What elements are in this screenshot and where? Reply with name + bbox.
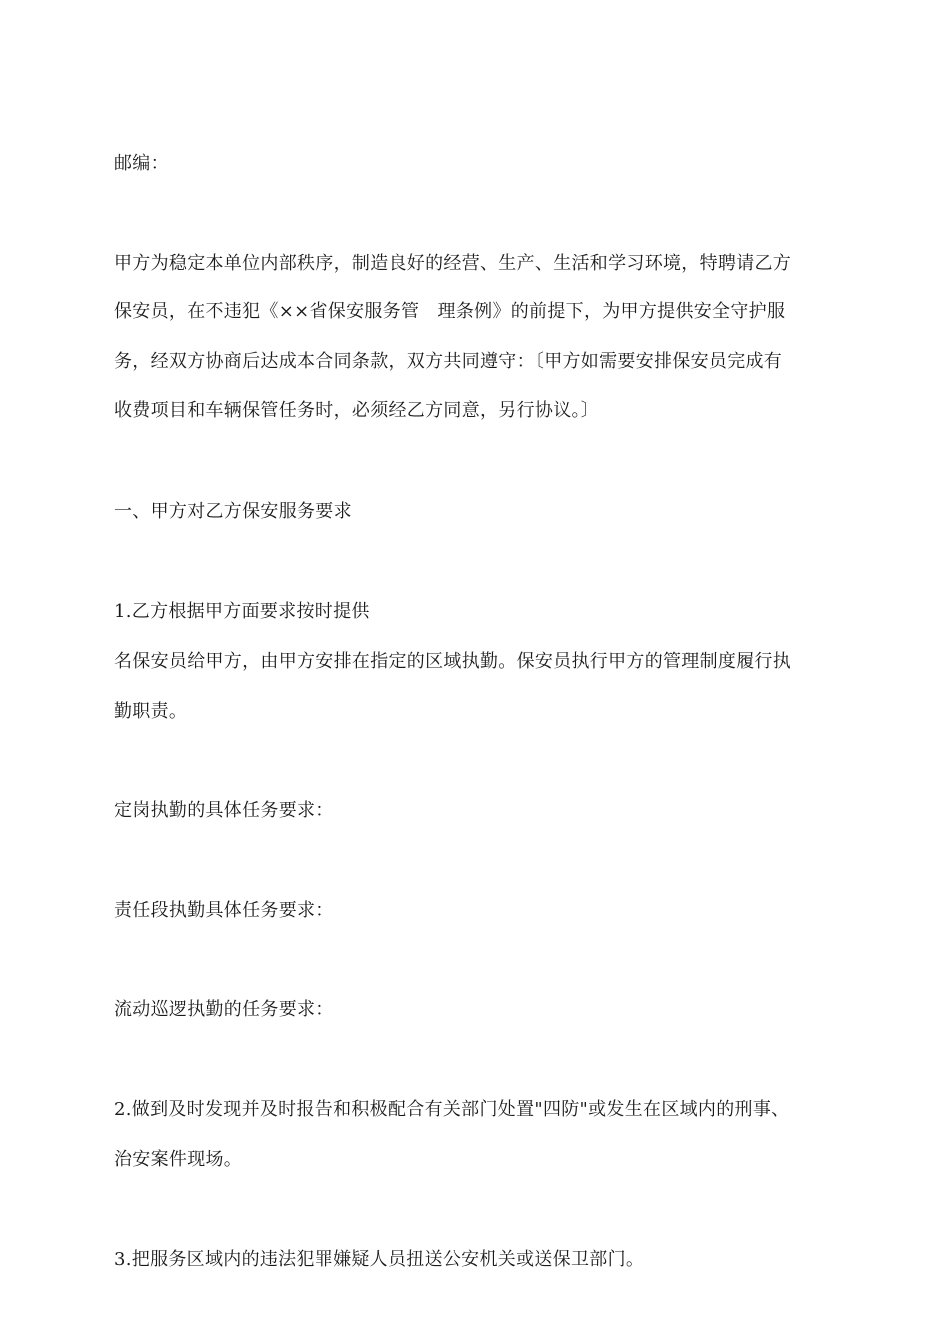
item3-line: 3.把服务区域内的违法犯罪嫌疑人员扭送公安机关或送保卫部门。	[114, 1249, 645, 1270]
item2-line-1: 2.做到及时发现并及时报告和积极配合有关部门处置"四防"或发生在区域内的刑事、	[114, 1099, 790, 1120]
intro-line-1: 甲方为稳定本单位内部秩序，制造良好的经营、生产、生活和学习环境，特聘请乙方	[114, 253, 792, 274]
item1-line-1: 1.乙方根据甲方面要求按时提供	[114, 601, 370, 622]
postcode-label: 邮编：	[114, 153, 169, 174]
item1-line-3: 勤职责。	[114, 701, 188, 722]
section1-heading: 一、甲方对乙方保安服务要求	[114, 501, 352, 522]
intro-line-4: 收费项目和车辆保管任务时，必须经乙方同意，另行协议。〕	[114, 400, 600, 421]
fixed-post-label: 定岗执勤的具体任务要求：	[114, 800, 334, 821]
patrol-label: 流动巡逻执勤的任务要求：	[114, 999, 334, 1020]
section-duty-label: 责任段执勤具体任务要求：	[114, 900, 334, 921]
item1-line-2: 名保安员给甲方，由甲方安排在指定的区域执勤。保安员执行甲方的管理制度履行执	[114, 651, 792, 672]
intro-line-3: 务，经双方协商后达成本合同条款，双方共同遵守：〔甲方如需要安排保安员完成有	[114, 351, 783, 372]
item2-line-2: 治安案件现场。	[114, 1149, 243, 1170]
intro-line-2: 保安员，在不违犯《××省保安服务管 理条例》的前提下，为甲方提供安全守护服	[114, 301, 786, 322]
